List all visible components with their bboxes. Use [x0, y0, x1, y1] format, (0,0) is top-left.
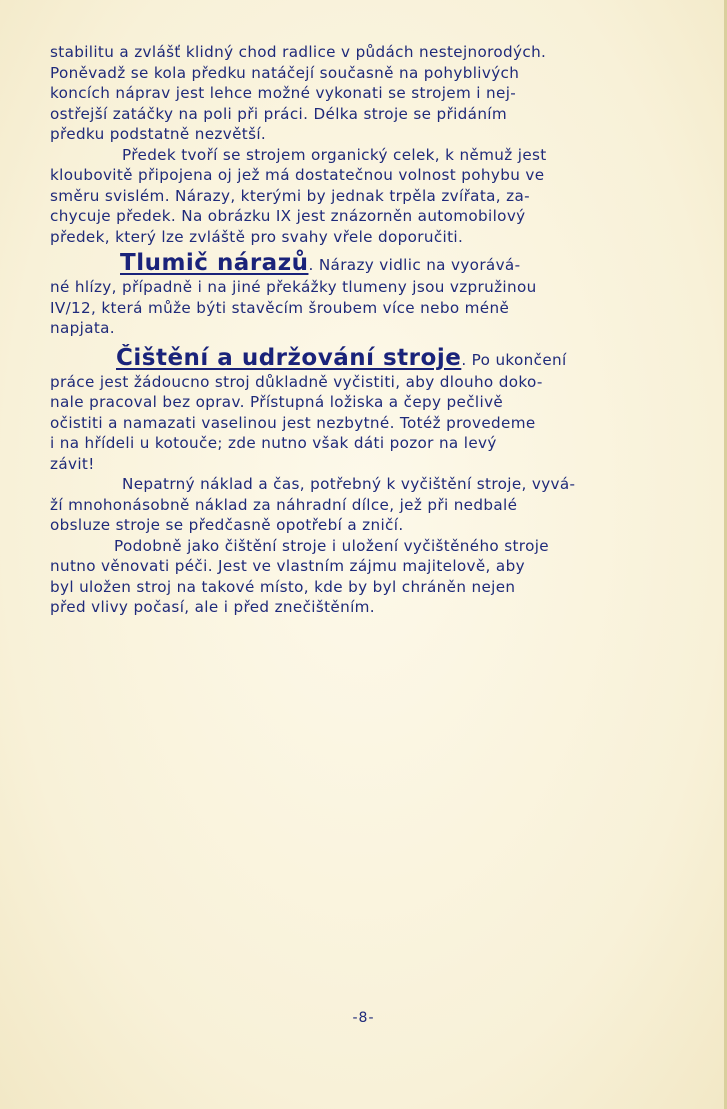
- text-line: i na hřídeli u kotouče; zde nutno však dáti pozor na levý: [50, 434, 497, 452]
- text-line: napjata.: [50, 319, 115, 337]
- page-number: -8-: [352, 1010, 375, 1026]
- text-line: byl uložen stroj na takové místo, kde by byl chráněn nejen: [50, 577, 516, 596]
- text-line: předek, který lze zvláště pro svahy vřele doporučiti.: [50, 227, 464, 246]
- text-line: nale pracoval bez oprav. Přístupná ložiska a čepy pečlivě: [50, 393, 504, 411]
- page-text: [50, 42, 690, 618]
- section-lead-text: . Po ukončení: [461, 350, 567, 369]
- section-heading-line: [50, 249, 690, 277]
- text-line: práce jest žádoucno stroj důkladně vyčistiti, aby dlouho doko-: [50, 372, 543, 391]
- text-line: stabilitu a zvlášť klidný chod radlice v půdách nestejnorodých.: [50, 43, 547, 61]
- text-line: Podobně jako čištění stroje i uložení vyčištěného stroje: [114, 536, 549, 555]
- text-line: závit!: [50, 454, 95, 473]
- text-line: koncích náprav jest lehce možné vykonati se strojem i nej-: [50, 84, 517, 102]
- text-line: předku podstatně nezvětší.: [50, 125, 267, 143]
- text-line: ží mnohonásobně náklad za náhradní dílce, jež při nedbalé: [50, 495, 518, 514]
- section-heading-cleaning: Čištění a udržování stroje: [116, 344, 462, 371]
- text-line: né hlízy, případně i na jiné překážky tlumeny jsou vzpružinou: [50, 278, 537, 296]
- text-line: obsluze stroje se předčasně opotřebí a zničí.: [50, 516, 404, 534]
- text-line: IV/12, která může býti stavěcím šroubem více nebo méně: [50, 298, 510, 317]
- text-line: Předek tvoří se strojem organický celek, k němuž jest: [122, 145, 547, 164]
- text-line: ostřejší zatáčky na poli při práci. Délka stroje se přidáním: [50, 104, 508, 123]
- section-heading-line: [50, 344, 690, 372]
- text-line: před vlivy počasí, ale i před znečištěním.: [50, 598, 375, 616]
- text-line: Poněvadž se kola předku natáčejí současně na pohyblivých: [50, 63, 520, 82]
- section-heading-damper: Tlumič nárazů: [120, 250, 309, 276]
- text-line: Nepatrný náklad a čas, potřebný k vyčištění stroje, vyvá-: [122, 475, 576, 493]
- text-line: chycuje předek. Na obrázku IX jest znázorněn automobilový: [50, 207, 526, 225]
- text-line: kloubovitě připojena oj jež má dostatečnou volnost pohybu ve: [50, 166, 545, 184]
- section-lead-text: . Nárazy vidlic na vyorává-: [308, 256, 521, 274]
- text-line: očistiti a namazati vaselinou jest nezbytné. Totéž provedeme: [50, 413, 536, 432]
- text-line: nutno věnovati péči. Jest ve vlastním zájmu majitelově, aby: [50, 557, 525, 575]
- text-line: směru svislém. Nárazy, kterými by jednak trpěla zvířata, za-: [50, 186, 530, 205]
